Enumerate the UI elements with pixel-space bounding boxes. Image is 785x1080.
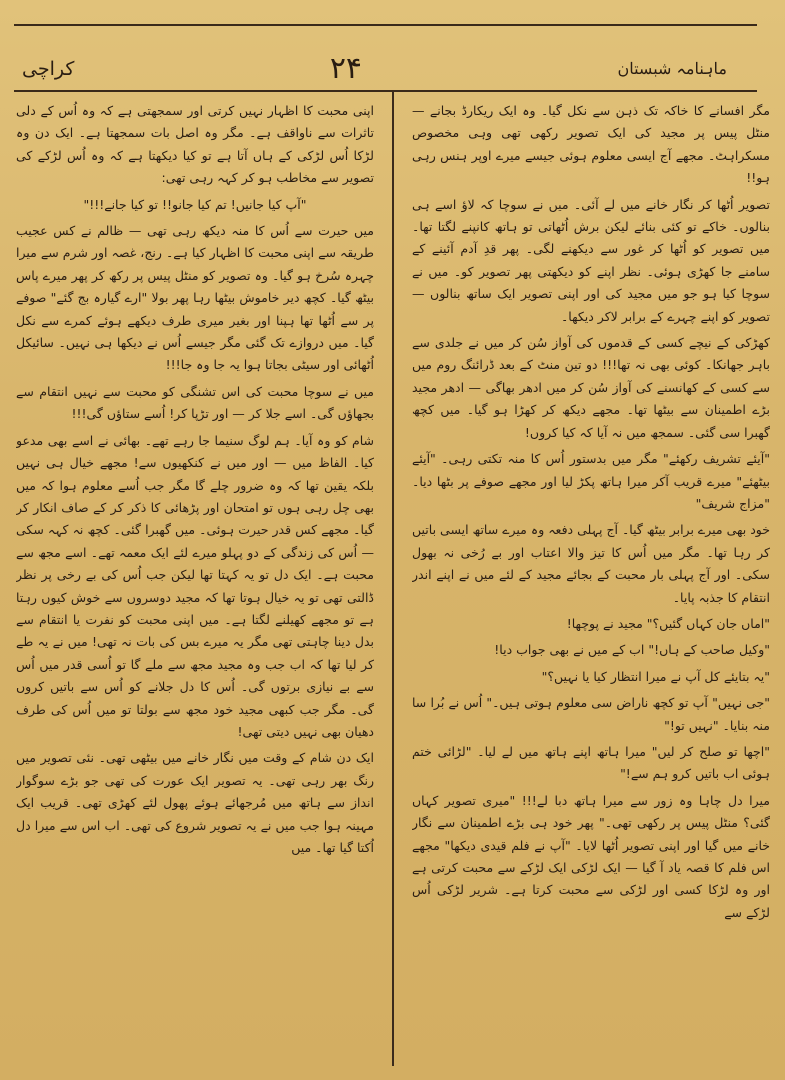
top-rule [14,24,757,26]
page-header [14,30,757,88]
paragraph: "وکیل صاحب کے ہاں!" اب کے میں نے بھی جواب دیا! [494,642,770,658]
paragraph: میں نے سوچا محبت کی اس تشنگی کو محبت سے نہیں انتقام سے بجھاؤں گی۔ اسے جلا کر — اور تڑپا کر! اُسے ستاؤں گی!!! [16,383,374,422]
paragraph: شام کو وہ آیا۔ ہم لوگ سنیما جا رہے تھے۔ بھائی نے اسے بھی مدعو کیا۔ الفاظ میں — اور میں نے کنکھیوں سے! مجھے خیال ہی نہیں بلکہ یقین تھا کہ وہ ضرور چلے گا مگر جب اُسے معلوم ہوا کہ میں بھی چل رہی ہوں تو امتحان اور پڑھائی کا ذکر کر کے صاف انکار کر گیا۔ مجھے کس قدر حیرت ہوئی۔ میں گھبرا گئی۔ کچھ نہ کہہ سکی — اُس کی زندگی کے دو پہلو میرے لئے ایک معمہ تھے۔ اسے مجھ سے محبت ہے۔ ایک دل تو یہ کہتا تھا لیکن جب اُس کی بے رخی پر نظر ڈالتی تھی تو یہ خیال ہوتا تھا کہ مجید دوسروں سے خوش کیوں رہتا ہے تو مجھے کھیلنے لگتا ہے۔ میں اپنی محبت کو نفرت یا انتقام سے بدل دینا چاہتی تھی مگر یہ میرے بس کی بات نہ تھی! میں نے یہ طے کر لیا تھا کہ اب جب وہ مجید مجھ سے ملے گا تو اُسی قدر میں اُس سے بے نیازی برتوں گی۔ اُس کا دل جلانے کو اُس سے باتیں کروں گی۔ مگر جب کبھی مجید خود مجھ سے بولتا تو میں اُس کی طرف دھیان بھی نہیں دیتی تھی! [16,432,374,739]
left-column [16,100,374,1055]
header-magazine-title: ماہنامہ شبستان [617,59,727,78]
paragraph: "یہ بتایئے کل آپ نے میرا انتظار کیا یا نہیں؟" [541,668,770,684]
quote-line: "آپ کیا جانیں! تم کیا جانو!! تو کیا جانے!!!" [83,196,307,212]
header-city: کراچی [22,58,75,80]
paragraph: تصویر اُٹھا کر نگار خانے میں لے آئی۔ میں نے سوچا کہ لاؤ اسے ہی بنالوں۔ خاکے تو کئی بنائے لیکن برش اُٹھاتی تو ہاتھ کانپنے لگتا تھا۔ میں تصویر کو اُٹھا کر غور سے دیکھنے لگی۔ پھر قدِ آدم آئینے کے سامنے جا کھڑی ہوئی۔ نظر اپنے کو دیکھتی پھر تصویر کو۔ میں نے سوچا کیا ہو جو میں مجید کی اور اپنی تصویر ایک ساتھ بنالوں — تصویر کو اپنے چہرے کے برابر لاکر دیکھا۔ [412,196,770,324]
paragraph: میں حیرت سے اُس کا منہ دیکھ رہی تھی — ظالم نے کس عجیب طریقہ سے اپنی محبت کا اظہار کیا ہے۔ رنج، غصہ اور شرم سے میرا چہرہ سُرخ ہو گیا۔ وہ تصویر کو منٹل پیس پر رکھ کر پھر میرے پاس بیٹھ گیا۔ کچھ دیر خاموش بیٹھا رہا پھر بولا "ارے گیارہ بج گئے" صوفے پر سے اُٹھا تھا ہپنا اور بغیر میری طرف دیکھے ہوئے کمرے سے نکل گیا۔ میں دروازے تک گئی مگر جیسے اُس نے دیکھا ہی نہیں۔ سائیکل اُٹھائی اور سیٹی بجاتا ہوا یہ جا وہ جا!!! [16,223,374,373]
paragraph: ایک دن شام کے وقت میں نگار خانے میں بیٹھی تھی۔ نئی تصویر میں رنگ بھر رہی تھی۔ یہ تصویر ایک عورت کی تھی جو بڑے سوگوار انداز سے ہاتھ میں مُرجھائے ہوئے پھول لئے کھڑی تھی۔ قریب ایک مہینہ ہوا جب میں نے یہ تصویر شروع کی تھی۔ اب اس سے میرا دل اُکتا گیا تھا۔ میں [16,750,374,855]
paragraph: خود بھی میرے برابر بیٹھ گیا۔ آج پہلی دفعہ وہ میرے ساتھ ایسی باتیں کر رہا تھا۔ مگر میں اُس کا تیز والا اعتاب اور بے رُخی نہ بھول سکی۔ اور آج پہلی بار محبت کے بجائے مجید کے لئے میں نے اپنے اندر انتقام کا جذبہ پایا۔ [412,522,770,605]
paragraph: اپنی محبت کا اظہار نہیں کرتی اور سمجھتی ہے کہ وہ اُس کے دلی تاثرات سے ناواقف ہے۔ مگر وہ اصل بات سمجھتا ہے۔ ایک دن وہ لڑکا اُس لڑکی کے ہاں آتا ہے تو کیا دیکھتا ہے کہ وہ اُس لڑکے کی تصویر سے مخاطب ہو کر کہہ رہی تھی: [16,103,374,186]
paragraph: "جی نہیں" آپ تو کچھ ناراض سی معلوم ہوتی ہیں۔" اُس نے بُرا سا منہ بنایا۔ "نہیں تو!" [412,695,770,733]
right-column [412,100,770,1055]
column-divider [392,92,394,1066]
paragraph: مگر افسانے کا خاکہ تک ذہن سے نکل گیا۔ وہ ایک ریکارڈ بجانے — منٹل پیس پر مجید کی ایک تصویر رکھی تھی وہی مخصوص مسکراہٹ۔ مجھے آج ایسی معلوم ہوئی جیسے میرے اوپر ہنس رہی ہو!! [412,103,770,186]
paragraph: "اچھا تو صلح کر لیں" میرا ہاتھ اپنے ہاتھ میں لے لیا۔ "لڑائی ختم ہوئی اب باتیں کرو ہم سے!" [412,743,770,782]
header-rule [14,90,757,92]
paragraph: کھڑکی کے نیچے کسی کے قدموں کی آواز سُن کر میں نے جلدی سے باہر جھانکا۔ کوئی بھی نہ تھا!!! دو تین منٹ کے بعد ڈرائنگ روم میں سے کسی کے کھانسنے کی آواز سُن کر میں ادھر بھاگی — ادھر مجید بڑے اطمینان سے بیٹھا تھا۔ مجھے دیکھ کر کھڑا ہو گیا۔ میں کچھ گھبرا سی گئی۔ سمجھ میں نہ آیا کہ کیا کروں! [412,335,770,440]
paragraph: "آیئے تشریف رکھئے" مگر میں بدستور اُس کا منہ تکتی رہی۔ "آیئے بیٹھئے" میرے قریب آکر میرا ہاتھ پکڑ لیا اور مجھے صوفے پر بٹھا دیا۔ "مزاج شریف" [412,451,770,511]
paragraph: "اماں جان کہاں گئیں؟" مجید نے پوچھا! [566,615,770,631]
page-number: ۲۴ [329,51,363,86]
paragraph: میرا دل چاہا وہ زور سے میرا ہاتھ دبا لے!!! "میری تصویر کہاں گئی؟ منٹل پیس پر رکھی تھی۔" پھر خود ہی بڑے اطمینان سے نگار خانے میں گیا اور اپنی تصویر اُٹھا لایا۔ "آپ نے فلم قیدی دیکھا" مجھے اس فلم کا قصہ یاد آ گیا — ایک لڑکی ایک لڑکے سے محبت کرتی ہے اور وہ لڑکا کسی اور لڑکی سے محبت کرتا ہے۔ شریر لڑکی اُس لڑکے سے [412,792,770,920]
